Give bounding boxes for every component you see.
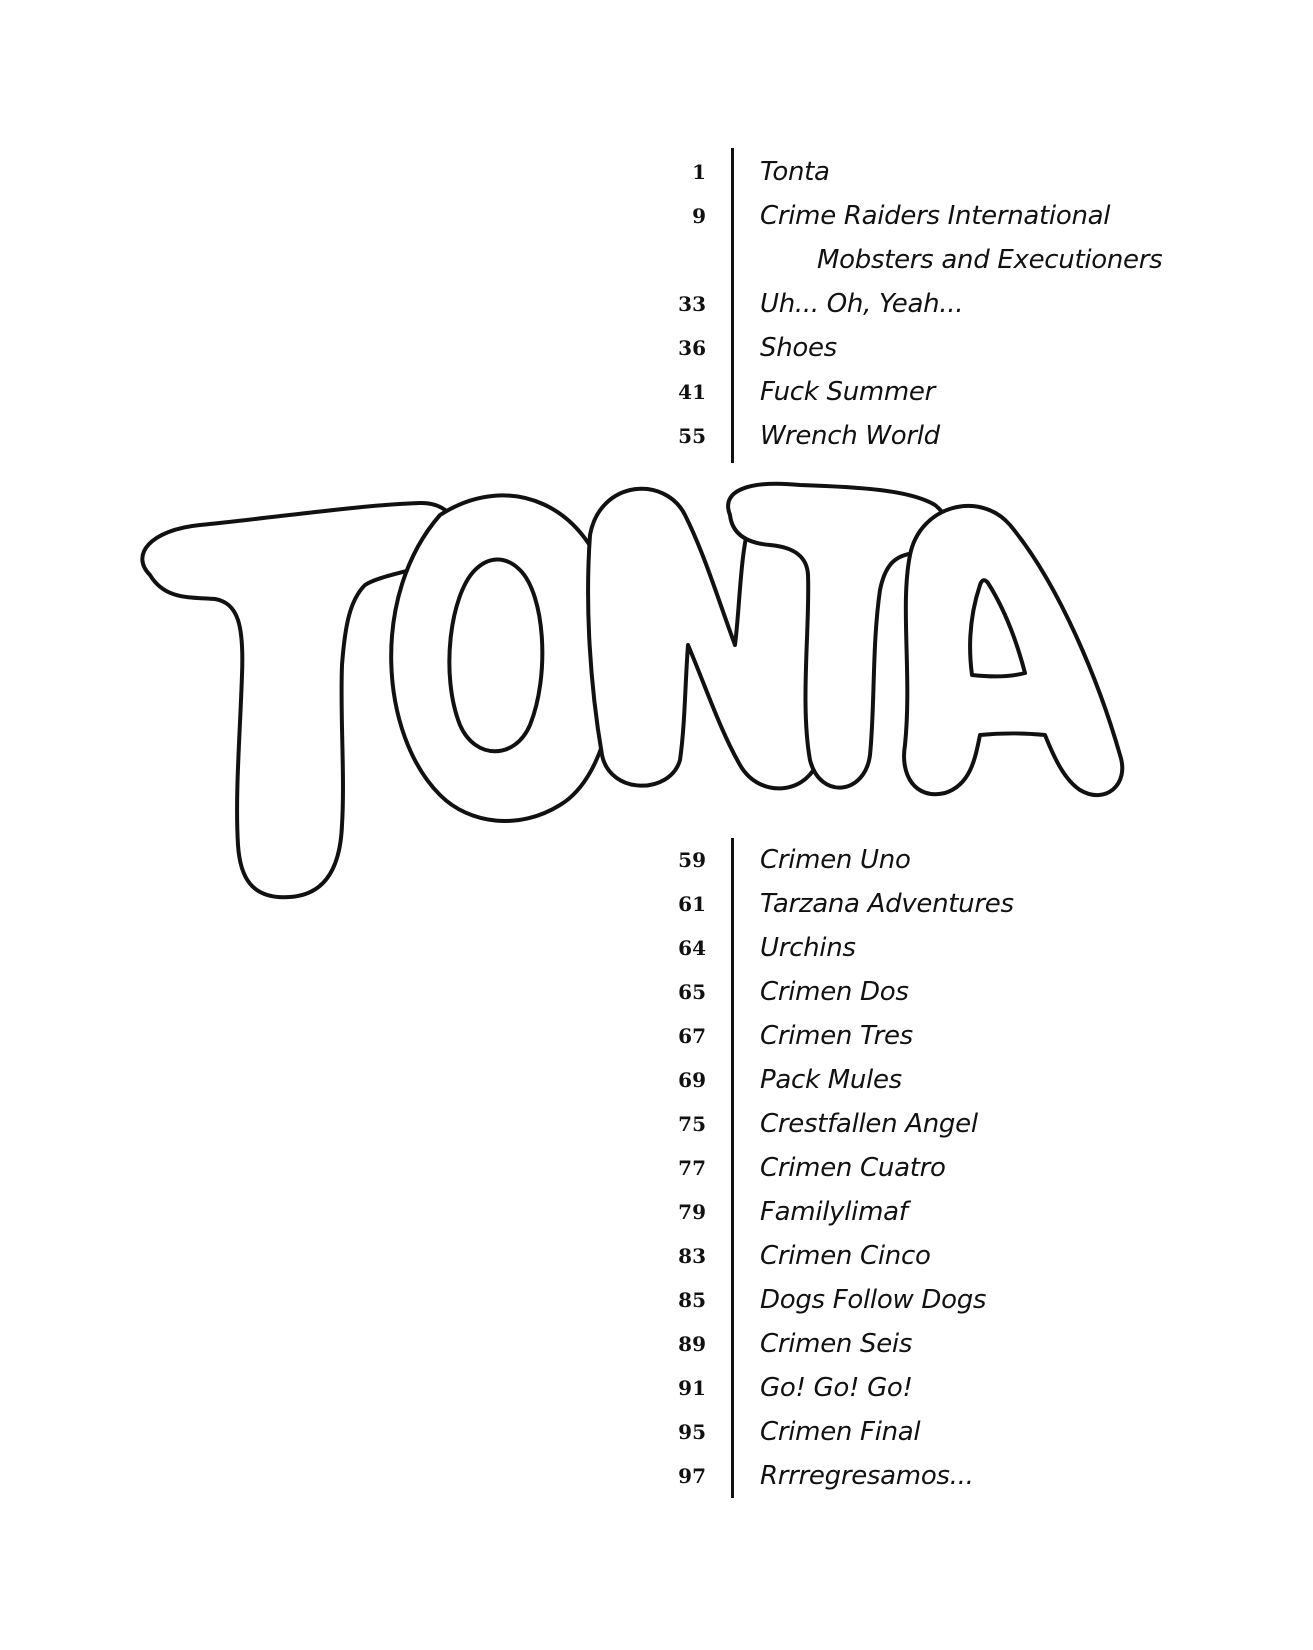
entry-title[interactable]: Urchins [760,933,856,963]
entry-title[interactable]: Crime Raiders International [760,201,1111,231]
entry-title[interactable]: Wrench World [760,421,940,451]
toc-row[interactable] [0,838,1313,882]
toc-row[interactable] [0,326,1313,370]
page-number: 89 [678,1332,706,1356]
page-number: 36 [678,336,706,360]
toc-row[interactable] [0,150,1313,194]
toc-row[interactable] [0,194,1313,238]
entry-title[interactable]: Crimen Seis [760,1329,913,1359]
entry-title[interactable]: Fuck Summer [760,377,936,407]
page-number: 65 [678,980,706,1004]
toc-row[interactable] [0,414,1313,458]
entry-title[interactable]: Uh... Oh, Yeah... [760,289,964,319]
toc-row[interactable] [0,1278,1313,1322]
page-number: 79 [678,1200,706,1224]
page-number: 95 [678,1420,706,1444]
entry-subtitle[interactable]: Mobsters and Executioners [817,245,1163,275]
entry-title[interactable]: Rrrregresamos... [760,1461,974,1491]
toc-row[interactable] [0,882,1313,926]
page-number: 9 [692,204,706,228]
toc-row[interactable] [0,370,1313,414]
toc-row[interactable] [0,970,1313,1014]
entry-title[interactable]: Familylimaf [760,1197,908,1227]
entry-title[interactable]: Dogs Follow Dogs [760,1285,987,1315]
toc-row[interactable] [0,282,1313,326]
toc-row[interactable] [0,1454,1313,1498]
page-number: 75 [678,1112,706,1136]
entry-title[interactable]: Crimen Final [760,1417,921,1447]
page-number: 67 [678,1024,706,1048]
toc-row[interactable] [0,1234,1313,1278]
page-number: 91 [678,1376,706,1400]
logo-letter-o [391,495,615,821]
page-number: 33 [678,292,706,316]
entry-title[interactable]: Crimen Dos [760,977,909,1007]
entry-title[interactable]: Crimen Tres [760,1021,913,1051]
entry-title[interactable]: Tonta [760,157,830,187]
toc-row[interactable] [0,1058,1313,1102]
page-number: 1 [692,160,706,184]
entry-title[interactable]: Crestfallen Angel [760,1109,978,1139]
entry-title[interactable]: Crimen Cuatro [760,1153,946,1183]
toc-row[interactable] [0,1410,1313,1454]
entry-title[interactable]: Tarzana Adventures [760,889,1014,919]
entry-title[interactable]: Go! Go! Go! [760,1373,913,1403]
entry-title[interactable]: Crimen Cinco [760,1241,931,1271]
page-number: 59 [678,848,706,872]
toc-row[interactable] [0,238,1313,282]
entry-title[interactable]: Crimen Uno [760,845,911,875]
page-number: 85 [678,1288,706,1312]
logo-letter-a [904,506,1122,795]
toc-row[interactable] [0,1190,1313,1234]
page-number: 61 [678,892,706,916]
toc-row[interactable] [0,926,1313,970]
page-number: 64 [678,936,706,960]
page-number: 97 [678,1464,706,1488]
page-number: 77 [678,1156,706,1180]
page-number: 83 [678,1244,706,1268]
toc-row[interactable] [0,1322,1313,1366]
page-number: 55 [678,424,706,448]
toc-row[interactable] [0,1366,1313,1410]
toc-row[interactable] [0,1014,1313,1058]
entry-title[interactable]: Shoes [760,333,837,363]
toc-row[interactable] [0,1146,1313,1190]
page-number: 41 [678,380,706,404]
toc-row[interactable] [0,1102,1313,1146]
page-number: 69 [678,1068,706,1092]
entry-title[interactable]: Pack Mules [760,1065,902,1095]
